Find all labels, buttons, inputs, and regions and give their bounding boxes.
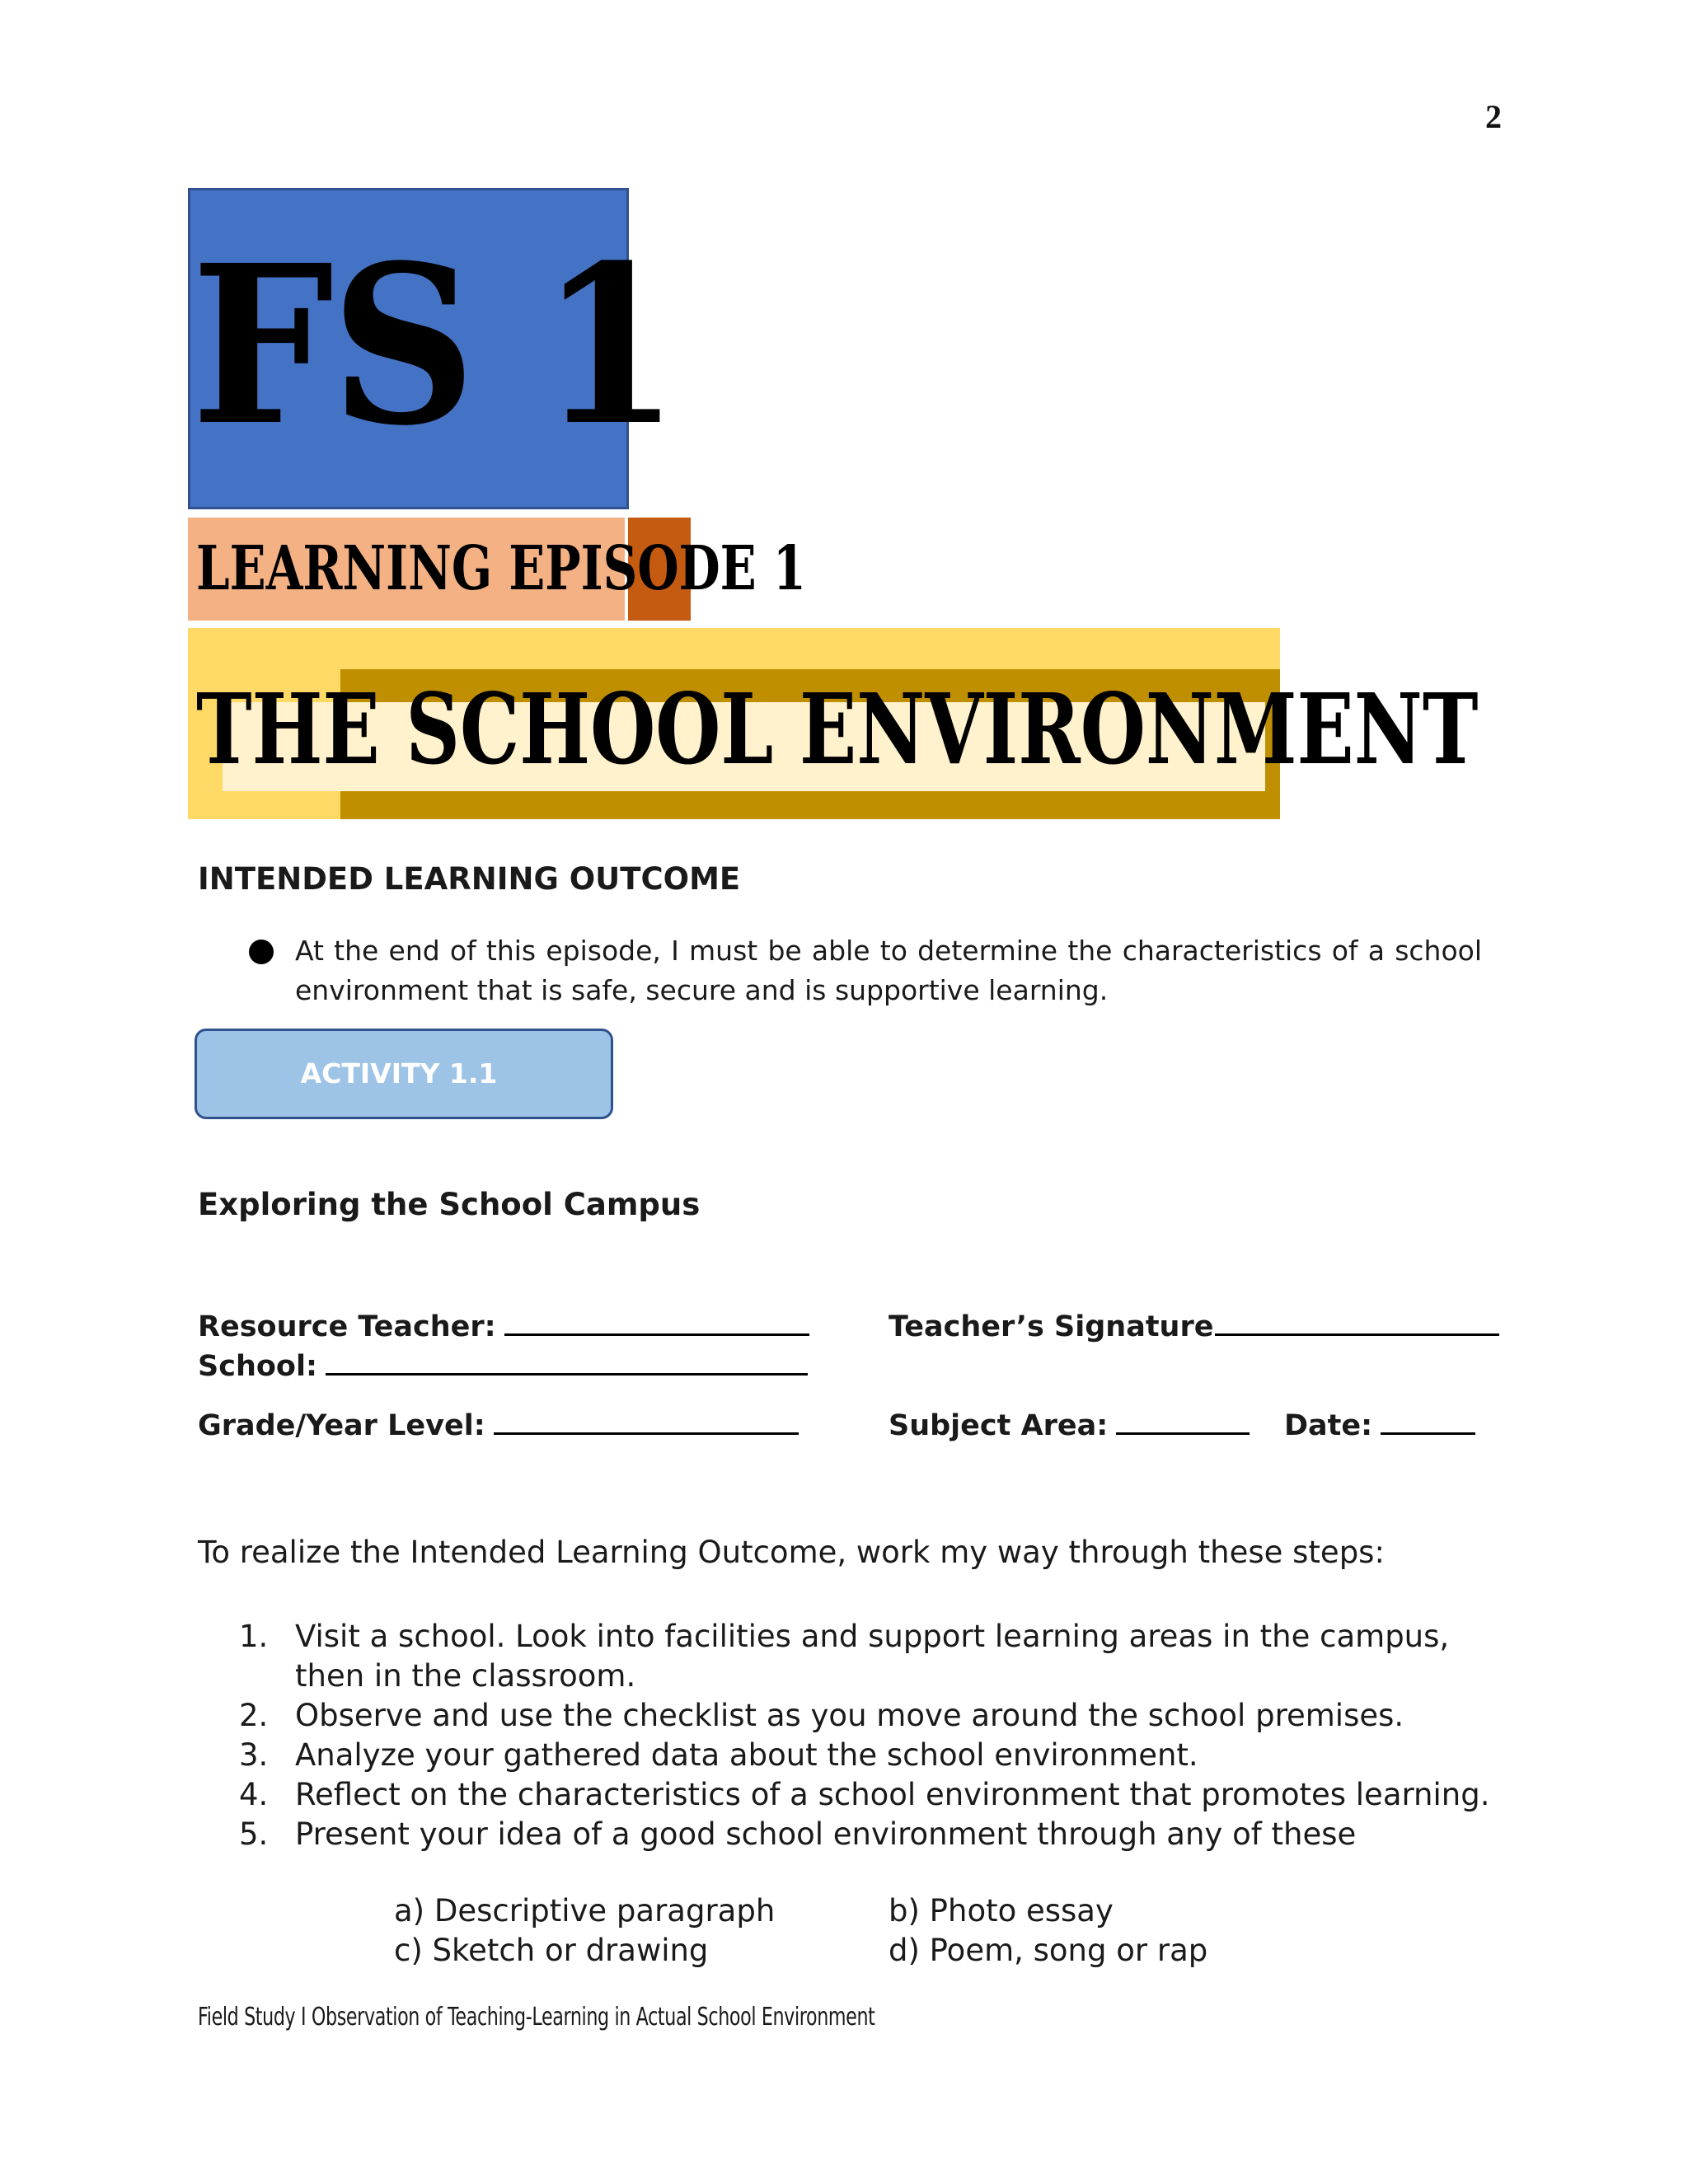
date-blank[interactable]: [1381, 1403, 1475, 1435]
grade-level-field: [198, 1403, 799, 1446]
step-number: 4.: [239, 1777, 269, 1812]
list-item: [239, 1815, 1508, 1854]
course-code: FS 1: [191, 218, 677, 474]
date-label: Date:: [1284, 1409, 1373, 1442]
ilo-text: At the end of this episode, I must be able to determine the characteristics of a school environment that is safe, secure and is supportive learning.: [295, 935, 1482, 1006]
step-text: Present your idea of a good school environment through any of these: [295, 1816, 1357, 1852]
step-number: 5.: [239, 1816, 269, 1852]
step-number: 3.: [239, 1737, 269, 1773]
step-text: Analyze your gathered data about the school environment.: [295, 1737, 1198, 1773]
subject-area-field: [889, 1403, 1250, 1446]
step-number: 1.: [239, 1619, 269, 1654]
school-label: School:: [198, 1350, 317, 1383]
steps-list: [239, 1617, 1508, 1854]
activity-label: ACTIVITY 1.1: [300, 1057, 498, 1090]
school-blank[interactable]: [326, 1343, 808, 1376]
resource-teacher-blank[interactable]: [504, 1304, 809, 1336]
activity-title: Exploring the School Campus: [198, 1187, 701, 1222]
option-c: c) Sketch or drawing: [394, 1933, 709, 1968]
resource-teacher-field: [198, 1304, 809, 1347]
step-text: Observe and use the checklist as you move around the school premises.: [295, 1698, 1404, 1733]
date-field: [1284, 1403, 1475, 1446]
grade-level-blank[interactable]: [494, 1403, 799, 1435]
step-text: Visit a school. Look into facilities and support learning areas in the campus, then in the classroom.: [295, 1619, 1450, 1694]
page-number: 2: [1485, 98, 1502, 135]
step-text: Reflect on the characteristics of a school environment that promotes learning.: [295, 1777, 1490, 1812]
list-item: [239, 1775, 1508, 1815]
episode-label: LEARNING EPISODE 1: [196, 533, 806, 604]
page-footer: Field Study I Observation of Teaching-Learning in Actual School Environment: [198, 2003, 875, 2032]
option-d: d) Poem, song or rap: [889, 1933, 1208, 1968]
list-item: [239, 1696, 1508, 1736]
option-b: b) Photo essay: [889, 1893, 1114, 1929]
subject-area-label: Subject Area:: [889, 1409, 1109, 1442]
bullet-icon: [249, 940, 274, 964]
step-number: 2.: [239, 1698, 269, 1733]
signature-field: [889, 1304, 1499, 1347]
option-a: a) Descriptive paragraph: [394, 1893, 776, 1929]
episode-title: THE SCHOOL ENVIRONMENT: [196, 672, 1479, 786]
school-field: [198, 1343, 808, 1386]
subject-area-blank[interactable]: [1116, 1403, 1250, 1435]
activity-badge: [195, 1029, 613, 1119]
signature-blank[interactable]: [1215, 1304, 1499, 1336]
ilo-heading: INTENDED LEARNING OUTCOME: [198, 861, 741, 897]
signature-label: Teacher’s Signature: [889, 1310, 1214, 1343]
grade-level-label: Grade/Year Level:: [198, 1409, 485, 1442]
list-item: [239, 1617, 1508, 1696]
instructions-intro: To realize the Intended Learning Outcome, work my way through these steps:: [198, 1535, 1385, 1570]
resource-teacher-label: Resource Teacher:: [198, 1310, 496, 1343]
list-item: [239, 1736, 1508, 1775]
